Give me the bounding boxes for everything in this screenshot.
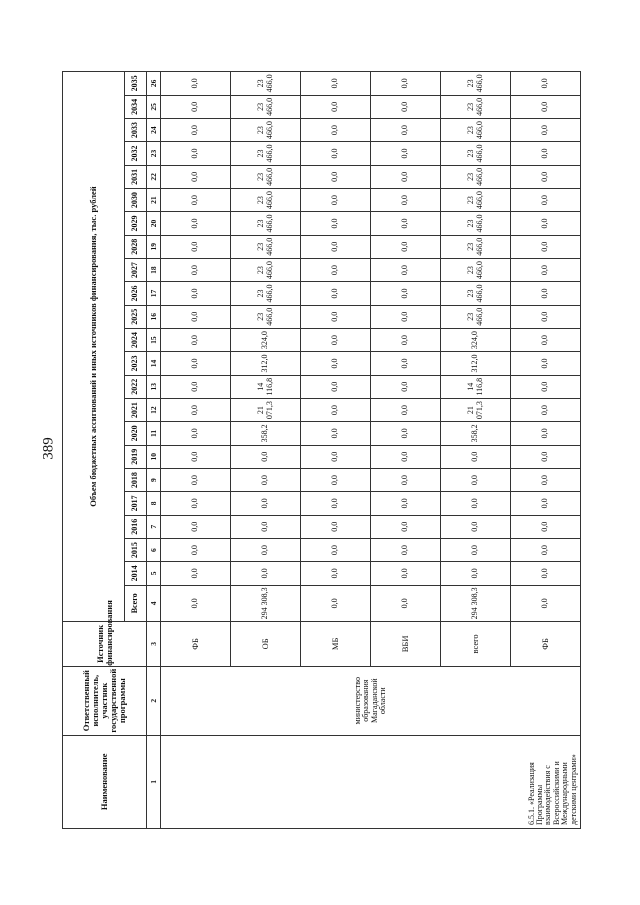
value-cell: 23 466,0 <box>231 282 301 305</box>
value-cell: 0,0 <box>161 515 231 538</box>
column-number: 3 <box>147 622 161 667</box>
source-cell: ОБ <box>231 622 301 667</box>
measure-name: 6.5.1. «Реализация Программы взаимодействия с Всероссийскими и Международными детскими центрами» <box>161 735 581 828</box>
value-cell: 0,0 <box>161 398 231 421</box>
header-source: Источник финансирования <box>63 622 147 667</box>
value-cell: 0,0 <box>371 188 441 211</box>
year-header: Всего <box>125 585 147 622</box>
value-cell: 0,0 <box>301 328 371 351</box>
value-cell: 0,0 <box>371 282 441 305</box>
value-cell: 0,0 <box>161 538 231 561</box>
column-number: 26 <box>147 72 161 96</box>
budget-table <box>62 71 581 829</box>
value-cell: 23 466,0 <box>441 305 511 328</box>
table-row <box>161 72 231 829</box>
column-number: 4 <box>147 585 161 622</box>
column-number: 7 <box>147 515 161 538</box>
value-cell: 0,0 <box>441 468 511 491</box>
value-cell: 0,0 <box>441 492 511 515</box>
value-cell: 0,0 <box>371 375 441 398</box>
column-number: 17 <box>147 282 161 305</box>
value-cell: 0,0 <box>371 468 441 491</box>
value-cell: 0,0 <box>161 328 231 351</box>
value-cell: 0,0 <box>161 72 231 96</box>
value-cell: 0,0 <box>231 515 301 538</box>
value-cell: 358,2 <box>231 422 301 445</box>
value-cell: 0,0 <box>371 398 441 421</box>
value-cell: 23 466,0 <box>231 118 301 141</box>
value-cell: 0,0 <box>301 258 371 281</box>
value-cell: 0,0 <box>371 142 441 165</box>
value-cell: 0,0 <box>511 515 581 538</box>
value-cell: 0,0 <box>511 328 581 351</box>
column-number: 24 <box>147 118 161 141</box>
value-cell: 0,0 <box>511 72 581 96</box>
value-cell: 324,0 <box>441 328 511 351</box>
value-cell: 0,0 <box>301 398 371 421</box>
column-number: 10 <box>147 445 161 468</box>
value-cell: 0,0 <box>301 422 371 445</box>
value-cell: 23 466,0 <box>441 165 511 188</box>
value-cell: 0,0 <box>371 492 441 515</box>
year-header: 2021 <box>125 398 147 421</box>
value-cell: 312,0 <box>441 352 511 375</box>
value-cell: 0,0 <box>161 95 231 118</box>
value-cell: 23 466,0 <box>441 118 511 141</box>
value-cell: 0,0 <box>371 212 441 235</box>
value-cell: 0,0 <box>441 445 511 468</box>
value-cell: 0,0 <box>301 305 371 328</box>
value-cell: 21 071,3 <box>231 398 301 421</box>
value-cell: 0,0 <box>371 328 441 351</box>
column-number: 13 <box>147 375 161 398</box>
value-cell: 0,0 <box>441 562 511 585</box>
value-cell: 0,0 <box>301 212 371 235</box>
column-number: 6 <box>147 538 161 561</box>
value-cell: 0,0 <box>371 305 441 328</box>
value-cell: 0,0 <box>161 375 231 398</box>
value-cell: 23 466,0 <box>231 72 301 96</box>
value-cell: 0,0 <box>301 352 371 375</box>
value-cell: 0,0 <box>371 585 441 622</box>
value-cell: 23 466,0 <box>231 142 301 165</box>
value-cell: 23 466,0 <box>231 258 301 281</box>
column-number: 9 <box>147 468 161 491</box>
value-cell: 23 466,0 <box>441 235 511 258</box>
value-cell: 0,0 <box>371 445 441 468</box>
value-cell: 0,0 <box>301 188 371 211</box>
value-cell: 23 466,0 <box>441 212 511 235</box>
value-cell: 0,0 <box>161 212 231 235</box>
source-cell: ФБ <box>511 622 581 667</box>
value-cell: 23 466,0 <box>441 95 511 118</box>
year-header: 2028 <box>125 235 147 258</box>
header-volume: Объем бюджетных ассигнований и иных источников финансирования, тыс. рублей <box>63 72 125 622</box>
column-number: 16 <box>147 305 161 328</box>
page-number: 389 <box>40 437 57 460</box>
value-cell: 0,0 <box>371 118 441 141</box>
value-cell: 14 116,8 <box>441 375 511 398</box>
year-header: 2014 <box>125 562 147 585</box>
value-cell: 358,2 <box>441 422 511 445</box>
value-cell: 14 116,8 <box>231 375 301 398</box>
value-cell: 23 466,0 <box>441 72 511 96</box>
value-cell: 0,0 <box>511 375 581 398</box>
value-cell: 23 466,0 <box>231 95 301 118</box>
value-cell: 0,0 <box>161 305 231 328</box>
value-cell: 0,0 <box>511 235 581 258</box>
value-cell: 23 466,0 <box>231 235 301 258</box>
value-cell: 0,0 <box>301 118 371 141</box>
value-cell: 0,0 <box>301 562 371 585</box>
value-cell: 0,0 <box>371 352 441 375</box>
column-number: 12 <box>147 398 161 421</box>
value-cell: 0,0 <box>301 95 371 118</box>
value-cell: 0,0 <box>231 468 301 491</box>
value-cell: 0,0 <box>301 72 371 96</box>
column-number: 2 <box>147 666 161 735</box>
value-cell: 0,0 <box>511 188 581 211</box>
value-cell: 23 466,0 <box>441 258 511 281</box>
value-cell: 0,0 <box>371 538 441 561</box>
value-cell: 0,0 <box>161 118 231 141</box>
value-cell: 0,0 <box>161 585 231 622</box>
value-cell: 0,0 <box>511 212 581 235</box>
year-header: 2018 <box>125 468 147 491</box>
year-header: 2025 <box>125 305 147 328</box>
value-cell: 0,0 <box>301 445 371 468</box>
value-cell: 0,0 <box>511 538 581 561</box>
column-number: 11 <box>147 422 161 445</box>
year-header: 2015 <box>125 538 147 561</box>
value-cell: 0,0 <box>301 375 371 398</box>
source-cell: ВБИ <box>371 622 441 667</box>
value-cell: 0,0 <box>511 118 581 141</box>
column-number: 21 <box>147 188 161 211</box>
column-number: 8 <box>147 492 161 515</box>
year-header: 2024 <box>125 328 147 351</box>
column-number: 5 <box>147 562 161 585</box>
year-header: 2027 <box>125 258 147 281</box>
value-cell: 0,0 <box>511 398 581 421</box>
value-cell: 0,0 <box>161 468 231 491</box>
column-number: 18 <box>147 258 161 281</box>
value-cell: 0,0 <box>371 72 441 96</box>
value-cell: 0,0 <box>161 492 231 515</box>
value-cell: 0,0 <box>231 562 301 585</box>
year-header: 2017 <box>125 492 147 515</box>
value-cell: 0,0 <box>301 282 371 305</box>
year-header: 2033 <box>125 118 147 141</box>
year-header: 2023 <box>125 352 147 375</box>
value-cell: 0,0 <box>371 235 441 258</box>
year-header: 2030 <box>125 188 147 211</box>
value-cell: 0,0 <box>511 422 581 445</box>
value-cell: 0,0 <box>301 142 371 165</box>
value-cell: 0,0 <box>161 445 231 468</box>
value-cell: 0,0 <box>301 538 371 561</box>
header-name: Наименование <box>63 735 147 828</box>
value-cell: 0,0 <box>511 282 581 305</box>
value-cell: 0,0 <box>161 165 231 188</box>
value-cell: 0,0 <box>511 562 581 585</box>
year-header: 2032 <box>125 142 147 165</box>
value-cell: 294 308,3 <box>441 585 511 622</box>
value-cell: 23 466,0 <box>441 282 511 305</box>
executor-cell: министерство образования Магаданской области <box>161 666 581 735</box>
value-cell: 0,0 <box>511 165 581 188</box>
header-executor: Ответственный исполнитель, участник государственной программы <box>63 666 147 735</box>
value-cell: 23 466,0 <box>231 212 301 235</box>
value-cell: 23 466,0 <box>441 142 511 165</box>
value-cell: 0,0 <box>511 142 581 165</box>
value-cell: 0,0 <box>511 258 581 281</box>
value-cell: 0,0 <box>441 515 511 538</box>
value-cell: 294 308,3 <box>231 585 301 622</box>
value-cell: 324,0 <box>231 328 301 351</box>
column-number: 25 <box>147 95 161 118</box>
value-cell: 23 466,0 <box>231 188 301 211</box>
value-cell: 0,0 <box>371 515 441 538</box>
year-header: 2022 <box>125 375 147 398</box>
value-cell: 0,0 <box>511 468 581 491</box>
year-header: 2034 <box>125 95 147 118</box>
year-header: 2029 <box>125 212 147 235</box>
value-cell: 312,0 <box>231 352 301 375</box>
value-cell: 0,0 <box>301 235 371 258</box>
value-cell: 0,0 <box>161 562 231 585</box>
year-header: 2035 <box>125 72 147 96</box>
source-cell: МБ <box>301 622 371 667</box>
value-cell: 0,0 <box>371 422 441 445</box>
value-cell: 0,0 <box>161 422 231 445</box>
value-cell: 0,0 <box>511 585 581 622</box>
value-cell: 0,0 <box>371 562 441 585</box>
value-cell: 0,0 <box>511 492 581 515</box>
value-cell: 0,0 <box>371 95 441 118</box>
column-number: 19 <box>147 235 161 258</box>
year-header: 2031 <box>125 165 147 188</box>
column-number: 15 <box>147 328 161 351</box>
value-cell: 23 466,0 <box>231 305 301 328</box>
value-cell: 0,0 <box>301 515 371 538</box>
value-cell: 0,0 <box>371 165 441 188</box>
value-cell: 0,0 <box>511 95 581 118</box>
source-cell: всего <box>441 622 511 667</box>
value-cell: 0,0 <box>161 282 231 305</box>
column-number: 22 <box>147 165 161 188</box>
value-cell: 0,0 <box>161 188 231 211</box>
column-number: 1 <box>147 735 161 828</box>
value-cell: 0,0 <box>231 492 301 515</box>
value-cell: 0,0 <box>441 538 511 561</box>
value-cell: 0,0 <box>161 142 231 165</box>
value-cell: 0,0 <box>231 445 301 468</box>
value-cell: 0,0 <box>511 352 581 375</box>
value-cell: 23 466,0 <box>231 165 301 188</box>
year-header: 2020 <box>125 422 147 445</box>
value-cell: 0,0 <box>161 258 231 281</box>
budget-table-sheet <box>62 71 578 829</box>
value-cell: 0,0 <box>301 585 371 622</box>
column-number: 23 <box>147 142 161 165</box>
value-cell: 0,0 <box>371 258 441 281</box>
value-cell: 23 466,0 <box>441 188 511 211</box>
value-cell: 0,0 <box>301 492 371 515</box>
source-cell: ФБ <box>161 622 231 667</box>
value-cell: 0,0 <box>511 445 581 468</box>
value-cell: 21 071,3 <box>441 398 511 421</box>
value-cell: 0,0 <box>511 305 581 328</box>
value-cell: 0,0 <box>161 235 231 258</box>
value-cell: 0,0 <box>301 468 371 491</box>
year-header: 2019 <box>125 445 147 468</box>
year-header: 2026 <box>125 282 147 305</box>
column-number: 20 <box>147 212 161 235</box>
value-cell: 0,0 <box>231 538 301 561</box>
value-cell: 0,0 <box>161 352 231 375</box>
year-header: 2016 <box>125 515 147 538</box>
column-number: 14 <box>147 352 161 375</box>
value-cell: 0,0 <box>301 165 371 188</box>
